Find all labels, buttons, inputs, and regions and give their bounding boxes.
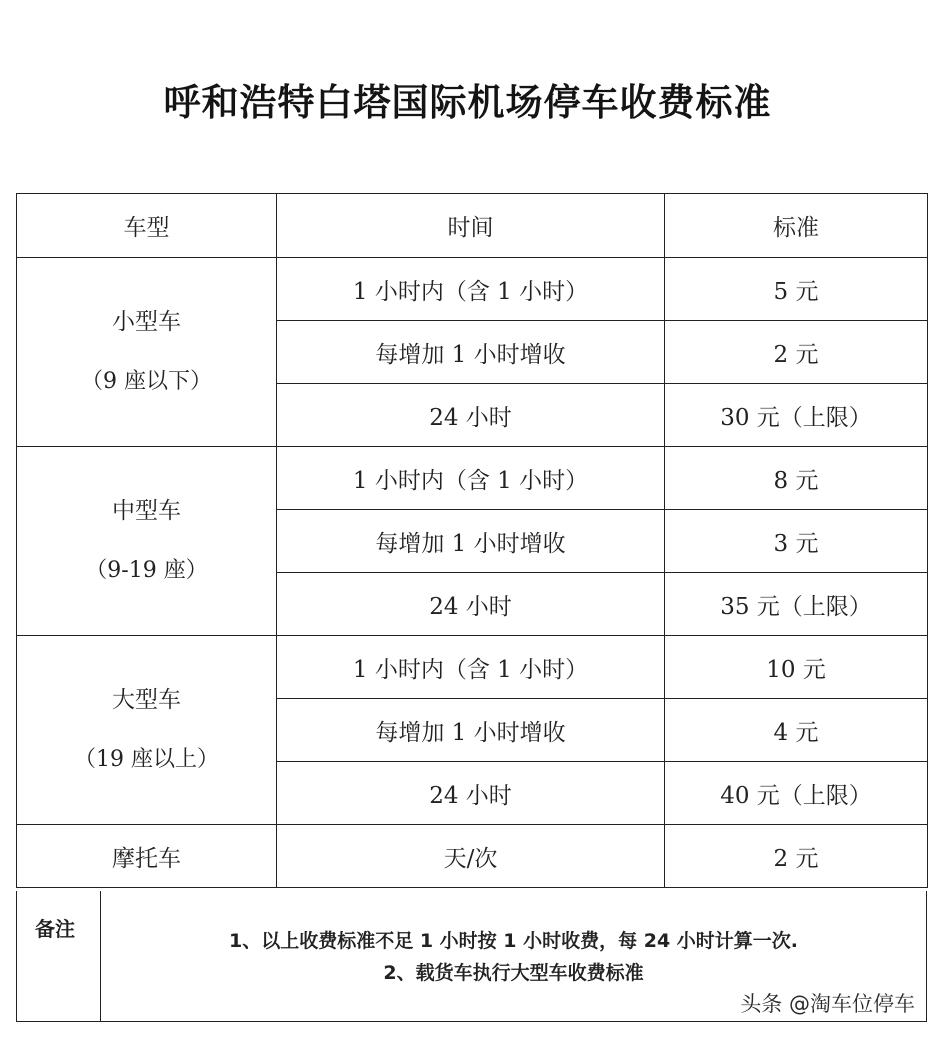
fee-cell: 2 元 bbox=[665, 825, 928, 888]
page-title: 呼和浩特白塔国际机场停车收费标准 bbox=[163, 81, 772, 124]
time-cell: 24 小时 bbox=[277, 762, 665, 825]
fee-cell: 2 元 bbox=[665, 321, 928, 384]
fee-cell: 10 元 bbox=[665, 636, 928, 699]
vehicle-type-cell bbox=[17, 636, 277, 825]
table-row bbox=[17, 636, 928, 699]
time-cell: 1 小时内（含 1 小时） bbox=[277, 636, 665, 699]
notes-label: 备注 bbox=[17, 891, 101, 1021]
time-cell: 每增加 1 小时增收 bbox=[277, 510, 665, 573]
time-cell: 1 小时内（含 1 小时） bbox=[277, 258, 665, 321]
time-cell: 24 小时 bbox=[277, 573, 665, 636]
vehicle-type-seats: （19 座以上） bbox=[74, 747, 219, 772]
table-header-row bbox=[17, 194, 928, 258]
watermark: 头条 @淘车位停车 bbox=[740, 992, 915, 1016]
vehicle-type-cell bbox=[17, 447, 277, 636]
time-cell: 1 小时内（含 1 小时） bbox=[277, 447, 665, 510]
fee-cell: 40 元（上限） bbox=[665, 762, 928, 825]
fee-table bbox=[16, 193, 928, 888]
fee-cell: 4 元 bbox=[665, 699, 928, 762]
table-row-motorcycle bbox=[17, 825, 928, 888]
fee-cell: 35 元（上限） bbox=[665, 573, 928, 636]
time-cell: 天/次 bbox=[277, 825, 665, 888]
time-cell: 每增加 1 小时增收 bbox=[277, 321, 665, 384]
vehicle-type-cell bbox=[17, 258, 277, 447]
note-line-1: 1、以上收费标准不足 1 小时按 1 小时收费，每 24 小时计算一次. bbox=[228, 930, 798, 952]
note-line-2: 2、载货车执行大型车收费标准 bbox=[383, 962, 644, 984]
table-row bbox=[17, 447, 928, 510]
vehicle-type-name: 摩托车 bbox=[17, 825, 277, 888]
time-cell: 24 小时 bbox=[277, 384, 665, 447]
vehicle-type-name: 中型车 bbox=[112, 498, 181, 524]
vehicle-type-name: 小型车 bbox=[112, 309, 181, 335]
notes-body bbox=[101, 925, 926, 989]
vehicle-type-seats: （9 座以下） bbox=[81, 369, 212, 394]
fee-cell: 8 元 bbox=[665, 447, 928, 510]
fee-cell: 3 元 bbox=[665, 510, 928, 573]
header-standard: 标准 bbox=[665, 194, 928, 258]
time-cell: 每增加 1 小时增收 bbox=[277, 699, 665, 762]
fee-cell: 30 元（上限） bbox=[665, 384, 928, 447]
vehicle-type-name: 大型车 bbox=[112, 687, 181, 713]
vehicle-type-seats: （9-19 座） bbox=[85, 558, 208, 583]
header-time: 时间 bbox=[277, 194, 665, 258]
table-row bbox=[17, 258, 928, 321]
fee-cell: 5 元 bbox=[665, 258, 928, 321]
header-vehicle-type: 车型 bbox=[17, 194, 277, 258]
